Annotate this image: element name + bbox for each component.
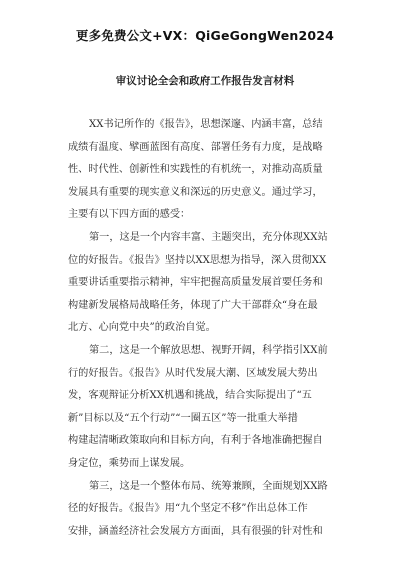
body-line: 成绩有温度、擘画蓝图有高度、部署任务有力度，是战略 [68, 141, 323, 153]
body-line: 发展具有重要的现实意义和深远的历史意义。通过学习， [68, 186, 323, 198]
body-line: 第二，这是一个解放思想、视野开阔，科学指引XX前 [89, 344, 328, 356]
body-line: 性、时代性、创新性和实践性的有机统一，对推动高质量 [68, 164, 323, 176]
body-line: 第三，这是一个整体布局、统筹兼顾，全面规划XX路 [89, 480, 328, 492]
body-line: 径的好报告。《报告》用“九个坚定不移”作出总体工作 [68, 503, 308, 515]
body-line: 身定位，乘势而上谋发展。 [68, 457, 191, 469]
body-line: 重要讲话重要指示精神，牢牢把握高质量发展首要任务和 [68, 277, 323, 289]
body-line: 发，客观辩证分析XX机遇和挑战，结合实际提出了“五 [68, 390, 312, 402]
body-line: 构建起清晰政策取向和目标方向，有利于各地准确把握自 [68, 435, 323, 447]
body-line: 新”目标以及“五个行动”“一圈五区”等一批重大举措 [68, 412, 298, 424]
body-line: 行的好报告。《报告》从时代发展大潮、区域发展大势出 [68, 367, 318, 379]
body-line: 构建新发展格局战略任务，体现了广大干部群众“身在最 [68, 299, 318, 311]
body-line: 第一，这是一个内容丰富、主题突出，充分体现XX站 [89, 231, 328, 243]
body-line: 主要有以下四方面的感受： [68, 209, 191, 221]
body-line: 北方、心向党中央”的政治自觉。 [68, 322, 216, 334]
document-body [68, 114, 350, 543]
body-line: 位的好报告。《报告》坚持以XX思想为指导，深入贯彻XX [68, 254, 327, 266]
body-line: XX书记所作的《报告》，思想深邃、内涵丰富，总结 [89, 119, 323, 130]
promo-header: 更多免费公文+VX：QiGeGongWen2024 [75, 28, 335, 43]
body-line: 安排，涵盖经济社会发展方方面面，具有很强的针对性和 [68, 525, 323, 537]
document-title: 审议讨论全会和政府工作报告发言材料 [115, 75, 295, 87]
